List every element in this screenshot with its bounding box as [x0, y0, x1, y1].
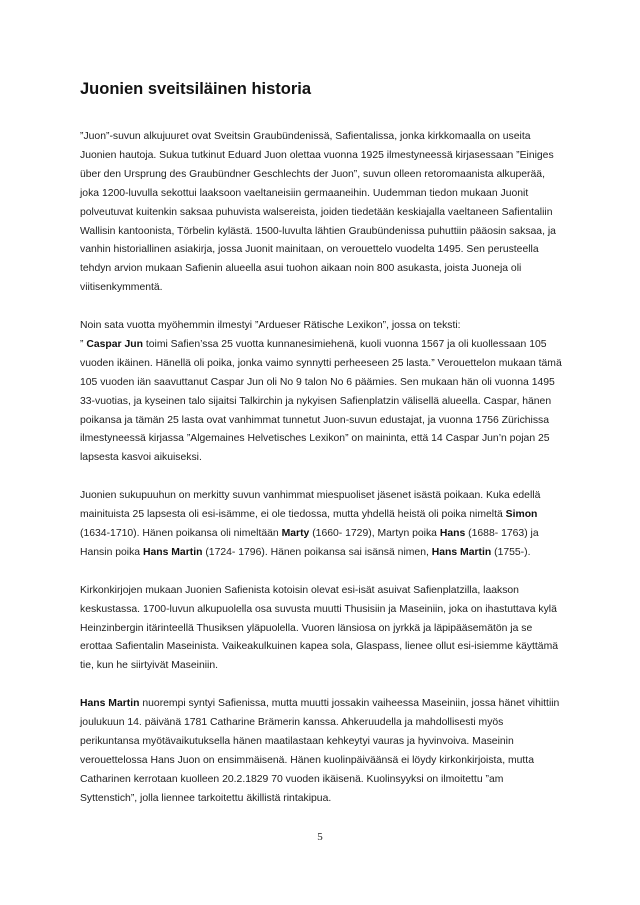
name-hans-martin-younger: Hans Martin — [431, 546, 492, 558]
paragraph-origins — [80, 128, 562, 298]
paragraph-church-records — [80, 582, 562, 677]
name-hans-martin: Hans Martin — [80, 698, 140, 710]
family-tree-text-5: (1724- 1796). Hänen poikansa sai isänsä nimen, — [202, 546, 432, 558]
family-tree-text-3: (1660- 1729), Martyn poika — [309, 528, 440, 539]
paragraph-hans-martin — [80, 695, 562, 808]
paragraph-family-tree — [80, 487, 562, 563]
family-tree-text-6: (1755-). — [491, 546, 531, 558]
name-hans-martin-elder: Hans Martin — [142, 546, 203, 558]
page-title: Juonien sveitsiläinen historia — [80, 80, 312, 98]
paragraph-hans-martin-text: nuorempi syntyi Safienissa, mutta muutti jossakin vaiheessa Maseiniin, jossa hänet vihittiin joulukuun 14. päivänä 1781 Catharine Brämerin kanssa. Ahkeruudella ja mahdollisesti myös perikuntansa myötävaikutuksella hänen maatilastaan kehkeytyi vauras ja hyvinvoiva. Maseinin verouettelossa Hans Juon on ensimmäisenä. Hänen kuolinpäiväänsä ei löydy kirkonkirjoista, mutta Catharinen kerrotaan kuolleen 20.2.1829 70 vuoden ikäisenä. Kuolinsyyksi on ilmoitettu ”am Syttenstich”, jolla liennee tarkoitettu äkillistä rintakipua. — [80, 698, 560, 804]
paragraph-church-records-text: Kirkonkirjojen mukaan Juonien Safienista kotoisin olevat esi-isät asuivat Safienplatzilla, laakson keskustassa. 1700-luvun alkupuolella osa suvusta muutti Thusisiin ja Maseiniin, joka on ihastuttava kylä Heinzinbergin itärinteellä Thusiksen yläpuolella. Vuoren länsiosa on jyrkkä ja läpipääsemätön ja se erottaa Safientalin Maseinista. Vaikeakulkuinen kapea sola, Glaspass, lienee ollut esi-isiemme käyttämä tie, kun he siirtyivät Maseiniin. — [80, 584, 559, 672]
paragraph-lexikon-text: toimi Safien’ssa 25 vuotta kunnanesimiehenä, kuoli vuonna 1567 ja oli kuollessaan 105 vuoden ikäinen. Hänellä oli poika, jonka vaimo synnytti perheeseen 25 lasta.” Verouettelon mukaan tämä 105 vuoden iän saavuttanut Caspar Jun oli No 9 talon No 6 päämies. Sen mukaan hän oli vuonna 1495 33-vuotias, ja kyseinen talo sijaitsi Talkirchin ja nykyisen Safienplatzin välisellä alueella. Caspar, hänen poikansa ja tämän 25 lasta ovat vanhimmat tunnetut Juon-suvun edustajat, ja vuonna 1756 Zürichissa ilmestyneessä kirjassa ”Algemaines Helvetisches Lexikon” on maininta, että 14 Caspar Jun’n pojan 25 lapsesta kasvoi aikuiseksi. — [80, 338, 562, 464]
page-number: 5 — [317, 831, 323, 843]
document-body — [80, 128, 562, 809]
family-tree-text-1: Juonien sukupuuhun on merkitty suvun vanhimmat miespuoliset jäsenet isästä poikaan. Kuka edellä mainituista 25 lapsesta oli esi-isämme, ei ole tiedossa, mutta yhdellä heistä oli poika nimeltä — [80, 490, 541, 521]
paragraph-lexikon-intro: Noin sata vuotta myöhemmin ilmestyi ”Ardueser Rätische Lexikon”, jossa on teksti: — [80, 320, 461, 332]
name-simon: Simon — [505, 509, 538, 521]
family-tree-text-2: (1634-1710). Hänen poikansa oli nimeltään — [80, 528, 282, 539]
quote-mark: ” — [80, 338, 87, 350]
paragraph-origins-text: ”Juon”-suvun alkujuuret ovat Sveitsin Graubündenissä, Safientalissa, jonka kirkkomaalla on useita Juonien hautoja. Sukua tutkinut Eduard Juon olettaa vuonna 1925 ilmestyneessä kirjasessaan ”Einiges über den Ursprung des Graubündner Geschlechts der Juon”, suvun olleen retoromaanista alkuperää, joka 1200-luvulla sekottui laaksoon vaeltaneisiin germaaneihin. Uudemman tiedon mukaan Juonit polveutuvat kuitenkin saksaa puhuvista walsereista, joiden tiedetään keskiajalla vaeltaneen Safientaliin Wallisin kantoonista, Törbelin kylästä. 1500-luvulta lähtien Graubündenissa puhuttiin pääosin saksaa, ja vanhin historiallinen asiakirja, jossa Juonit mainitaan, on verouettelo vuodelta 1495. Sen perusteella tehdyn arvion mukaan Safienin alueella asui tuohon aikaan noin 800 asukasta, joista Juoneja oli viitisenkymmentä. — [80, 131, 556, 294]
name-marty: Marty — [281, 528, 310, 539]
name-caspar-jun: Caspar Jun — [86, 338, 143, 350]
name-hans: Hans — [439, 528, 466, 539]
family-tree-text-4: (1688- 1763) ja Hansin poika — [80, 528, 539, 558]
paragraph-lexikon — [80, 317, 562, 468]
